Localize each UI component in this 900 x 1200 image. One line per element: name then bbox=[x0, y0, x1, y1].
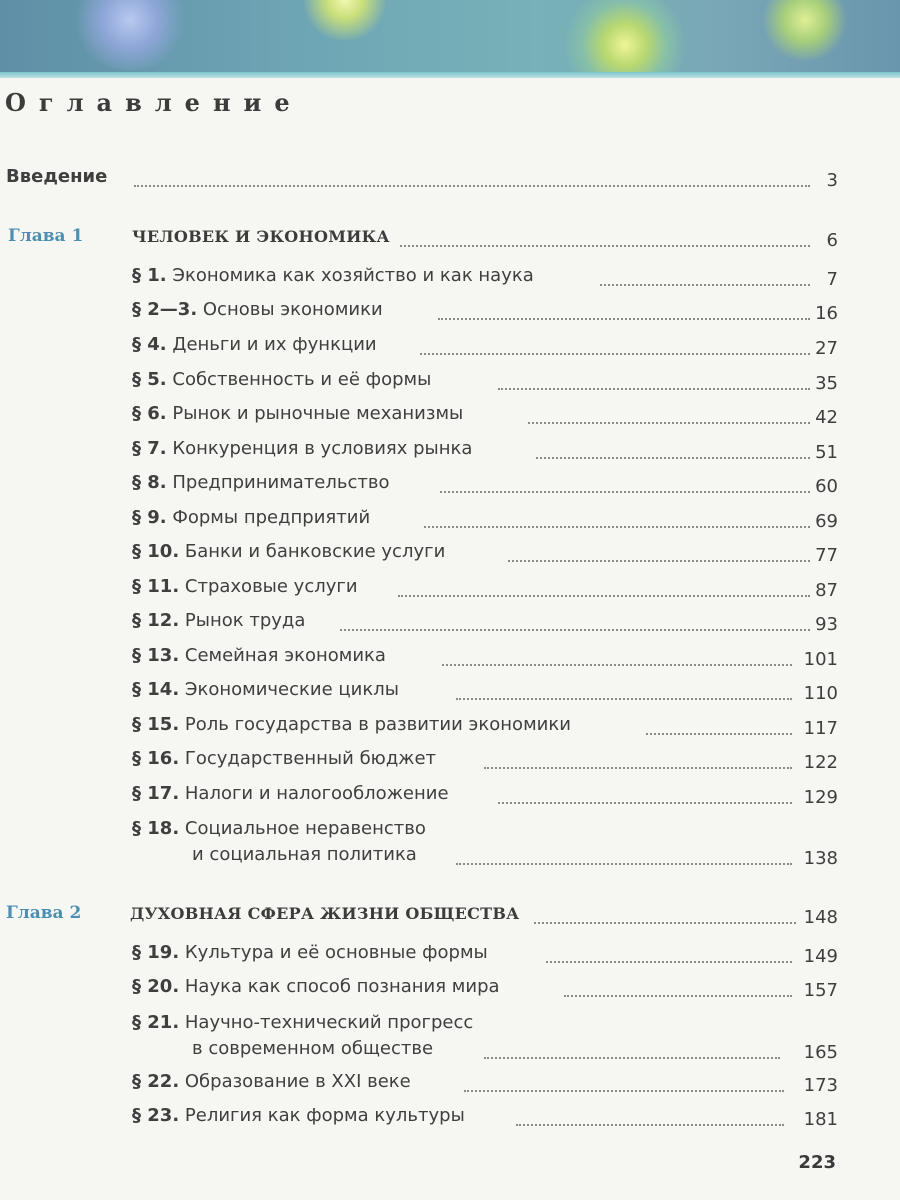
toc-page-number: 7 bbox=[826, 269, 838, 290]
header-banner bbox=[0, 0, 900, 78]
toc-section-row[interactable] bbox=[0, 714, 900, 744]
toc-page-number: 3 bbox=[826, 170, 838, 191]
toc-page-number: 101 bbox=[803, 649, 838, 670]
dot-leader bbox=[516, 1124, 784, 1126]
section-label bbox=[132, 1071, 411, 1092]
dot-leader bbox=[600, 284, 810, 286]
toc-page-number: 42 bbox=[815, 407, 838, 428]
toc-page-number: 117 bbox=[803, 718, 838, 739]
toc-chapter-row[interactable] bbox=[0, 901, 900, 931]
section-title: Собственность и её формы bbox=[172, 369, 432, 390]
section-title: Рынок труда bbox=[184, 610, 306, 631]
toc-section-row[interactable] bbox=[0, 438, 900, 468]
section-title: Экономические циклы bbox=[184, 679, 399, 700]
section-label bbox=[132, 748, 436, 769]
toc-page-number: 87 bbox=[815, 580, 838, 601]
section-number: § 6. bbox=[132, 403, 167, 424]
dot-leader bbox=[536, 457, 810, 459]
banner-glow-icon bbox=[300, 0, 390, 40]
toc-page-number: 157 bbox=[803, 980, 838, 1001]
dot-leader bbox=[484, 1057, 780, 1059]
dot-leader bbox=[340, 629, 810, 631]
section-title: Налоги и налогообложение bbox=[184, 783, 449, 804]
section-label bbox=[132, 714, 571, 735]
toc-page-number: 110 bbox=[803, 683, 838, 704]
section-title: Роль государства в развитии экономики bbox=[184, 714, 571, 735]
section-number: § 9. bbox=[132, 507, 167, 528]
section-title-continued: и социальная политика bbox=[192, 844, 417, 865]
chapter-title: ЧЕЛОВЕК И ЭКОНОМИКА bbox=[132, 227, 390, 246]
toc-section-row[interactable] bbox=[0, 369, 900, 399]
toc-page-number: 165 bbox=[803, 1042, 838, 1063]
dot-leader bbox=[442, 664, 792, 666]
toc-page-number: 51 bbox=[815, 442, 838, 463]
section-title: Наука как способ познания мира bbox=[184, 976, 500, 997]
section-label bbox=[132, 403, 463, 424]
section-number: § 17. bbox=[132, 783, 180, 804]
section-label bbox=[132, 541, 445, 562]
toc-section-row[interactable] bbox=[0, 1105, 900, 1135]
section-title: Социальное неравенство bbox=[184, 818, 426, 839]
section-title: Страховые услуги bbox=[184, 576, 358, 597]
section-label bbox=[132, 369, 431, 390]
toc-section-row[interactable] bbox=[0, 472, 900, 502]
toc-page-number: 148 bbox=[803, 907, 838, 928]
dot-leader bbox=[424, 526, 810, 528]
section-title: Деньги и их функции bbox=[172, 334, 377, 355]
section-title: Предпринимательство bbox=[172, 472, 390, 493]
toc-page-number: 60 bbox=[815, 476, 838, 497]
section-number: § 14. bbox=[132, 679, 180, 700]
section-number: § 1. bbox=[132, 265, 167, 286]
toc-page-number: 149 bbox=[803, 946, 838, 967]
section-label bbox=[132, 507, 370, 528]
toc-page-number: 77 bbox=[815, 545, 838, 566]
section-number: § 23. bbox=[132, 1105, 180, 1126]
dot-leader bbox=[528, 422, 810, 424]
section-label bbox=[132, 818, 426, 839]
toc-section-row[interactable] bbox=[0, 818, 900, 878]
toc-section-row[interactable] bbox=[0, 679, 900, 709]
dot-leader bbox=[564, 995, 792, 997]
section-title: Банки и банковские услуги bbox=[184, 541, 446, 562]
section-number: § 2—3. bbox=[132, 299, 198, 320]
section-number: § 13. bbox=[132, 645, 180, 666]
toc-section-row[interactable] bbox=[0, 610, 900, 640]
toc-page-number: 129 bbox=[803, 787, 838, 808]
dot-leader bbox=[134, 185, 810, 187]
section-label bbox=[132, 1105, 465, 1126]
section-title: Формы предприятий bbox=[172, 507, 371, 528]
toc-section-row[interactable] bbox=[0, 1071, 900, 1101]
section-number: § 21. bbox=[132, 1012, 180, 1033]
section-number: § 19. bbox=[132, 942, 180, 963]
page-number: 223 bbox=[798, 1152, 836, 1173]
section-label bbox=[132, 472, 390, 493]
section-title: Научно-технический прогресс bbox=[184, 1012, 474, 1033]
dot-leader bbox=[498, 388, 810, 390]
section-label bbox=[132, 610, 305, 631]
chapter-tag: Глава 1 bbox=[8, 226, 84, 246]
section-label bbox=[132, 1012, 473, 1033]
dot-leader bbox=[438, 318, 810, 320]
section-label bbox=[132, 942, 488, 963]
chapter-tag: Глава 2 bbox=[6, 903, 82, 923]
toc-page-number: 35 bbox=[815, 373, 838, 394]
dot-leader bbox=[508, 560, 810, 562]
section-title: Образование в XXI веке bbox=[184, 1071, 411, 1092]
toc-page-number: 173 bbox=[803, 1075, 838, 1096]
toc-intro-row[interactable] bbox=[0, 166, 900, 196]
section-title: Конкуренция в условиях рынка bbox=[172, 438, 473, 459]
section-number: § 16. bbox=[132, 748, 180, 769]
section-number: § 7. bbox=[132, 438, 167, 459]
toc-page-number: 27 bbox=[815, 338, 838, 359]
toc-section-row[interactable] bbox=[0, 334, 900, 364]
dot-leader bbox=[484, 767, 792, 769]
section-title-continued: в современном обществе bbox=[192, 1038, 434, 1059]
dot-leader bbox=[646, 733, 792, 735]
dot-leader bbox=[420, 353, 810, 355]
dot-leader bbox=[400, 245, 810, 247]
section-label bbox=[132, 334, 377, 355]
banner-stripe bbox=[0, 72, 900, 78]
section-label bbox=[132, 976, 500, 997]
section-label bbox=[132, 576, 358, 597]
toc-page-number: 69 bbox=[815, 511, 838, 532]
toc-intro-label: Введение bbox=[6, 166, 108, 187]
section-number: § 12. bbox=[132, 610, 180, 631]
dot-leader bbox=[440, 491, 810, 493]
toc-section-row[interactable] bbox=[0, 783, 900, 813]
banner-glow-icon bbox=[70, 0, 190, 70]
dot-leader bbox=[546, 961, 792, 963]
toc-chapter-row[interactable] bbox=[0, 224, 900, 254]
toc-page-number: 181 bbox=[803, 1109, 838, 1130]
banner-glow-icon bbox=[560, 0, 690, 78]
toc-page-number: 16 bbox=[815, 303, 838, 324]
toc-section-row[interactable] bbox=[0, 541, 900, 571]
dot-leader bbox=[498, 802, 792, 804]
toc-section-row[interactable] bbox=[0, 299, 900, 329]
toc-page-number: 122 bbox=[803, 752, 838, 773]
toc-page-number: 6 bbox=[826, 230, 838, 251]
section-title: Основы экономики bbox=[202, 299, 383, 320]
section-number: § 18. bbox=[132, 818, 180, 839]
section-label bbox=[132, 645, 386, 666]
chapter-title: ДУХОВНАЯ СФЕРА ЖИЗНИ ОБЩЕСТВА bbox=[130, 904, 520, 923]
section-label bbox=[132, 679, 399, 700]
section-number: § 20. bbox=[132, 976, 180, 997]
toc-section-row[interactable] bbox=[0, 942, 900, 972]
section-number: § 5. bbox=[132, 369, 167, 390]
toc-section-row[interactable] bbox=[0, 265, 900, 295]
section-label bbox=[132, 299, 383, 320]
section-title: Религия как форма культуры bbox=[184, 1105, 465, 1126]
toc-section-row[interactable] bbox=[0, 1012, 900, 1072]
dot-leader bbox=[464, 1090, 784, 1092]
toc-page-number: 138 bbox=[803, 848, 838, 869]
section-title: Культура и её основные формы bbox=[184, 942, 488, 963]
section-number: § 4. bbox=[132, 334, 167, 355]
section-label bbox=[132, 783, 449, 804]
dot-leader bbox=[456, 863, 792, 865]
section-number: § 22. bbox=[132, 1071, 180, 1092]
dot-leader bbox=[456, 698, 792, 700]
toc-section-row[interactable] bbox=[0, 507, 900, 537]
section-number: § 8. bbox=[132, 472, 167, 493]
page-title: Оглавление bbox=[5, 88, 303, 117]
section-title: Государственный бюджет bbox=[184, 748, 437, 769]
section-title: Рынок и рыночные механизмы bbox=[172, 403, 464, 424]
toc-section-row[interactable] bbox=[0, 976, 900, 1006]
banner-glow-icon bbox=[760, 0, 850, 60]
toc-page-number: 93 bbox=[815, 614, 838, 635]
section-title: Семейная экономика bbox=[184, 645, 386, 666]
section-number: § 10. bbox=[132, 541, 180, 562]
section-label bbox=[132, 265, 534, 286]
toc-section-row[interactable] bbox=[0, 403, 900, 433]
dot-leader bbox=[398, 595, 810, 597]
toc-section-row[interactable] bbox=[0, 645, 900, 675]
dot-leader bbox=[534, 922, 796, 924]
toc-section-row[interactable] bbox=[0, 748, 900, 778]
toc-section-row[interactable] bbox=[0, 576, 900, 606]
section-title: Экономика как хозяйство и как наука bbox=[172, 265, 534, 286]
section-number: § 11. bbox=[132, 576, 180, 597]
section-number: § 15. bbox=[132, 714, 180, 735]
section-label bbox=[132, 438, 472, 459]
